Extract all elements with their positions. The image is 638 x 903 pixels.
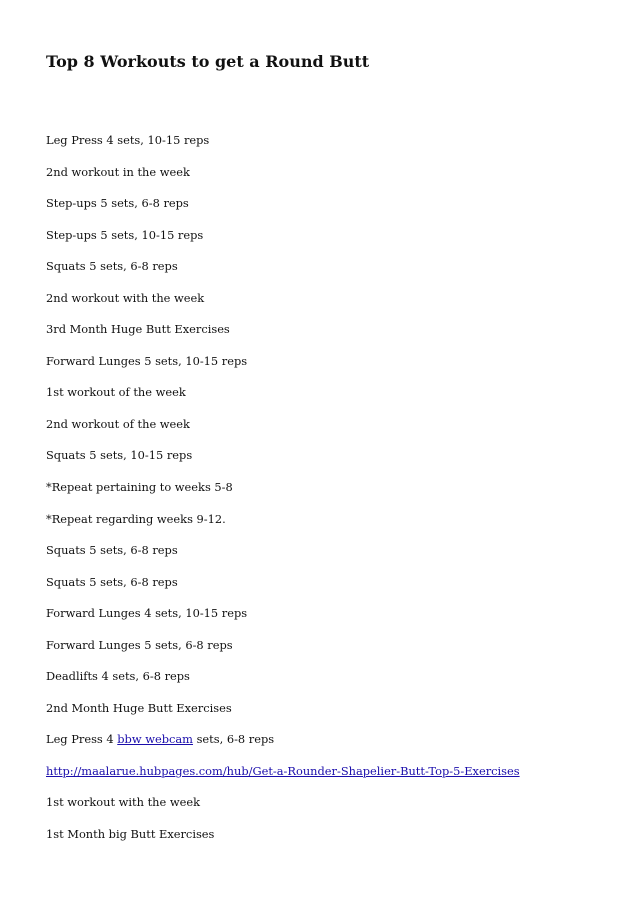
url-list-item [46, 762, 520, 794]
hubpages-url-link[interactable]: http://maalarue.hubpages.com/hub/Get-a-Rounder-Shapelier-Butt-Top-5-Exercises [46, 763, 520, 778]
list-item: Leg Press 4 sets, 10-15 reps [46, 133, 210, 147]
list-item: Squats 5 sets, 10-15 reps [46, 448, 193, 463]
list-item: Forward Lunges 5 sets, 6-8 reps [46, 637, 233, 652]
list-item: 1st workout of the week [46, 385, 186, 400]
list-item: 2nd workout of the week [46, 416, 190, 431]
list-item: 2nd workout in the week [46, 164, 190, 179]
list-item: 2nd Month Huge Butt Exercises [46, 700, 232, 715]
list-item: Squats 5 sets, 6-8 reps [46, 574, 178, 589]
bbw-webcam-link[interactable]: bbw webcam [117, 732, 193, 747]
list-item: Squats 5 sets, 6-8 reps [46, 259, 178, 274]
list-item: Squats 5 sets, 6-8 reps [46, 543, 178, 558]
mixed-line-after: sets, 6-8 reps [192, 732, 275, 747]
list-item: Deadlifts 4 sets, 6-8 reps [46, 669, 190, 684]
list-item: *Repeat regarding weeks 9-12. [46, 511, 226, 526]
list-item: 2nd workout with the week [46, 290, 205, 305]
list-item: 1st workout with the week [46, 795, 200, 810]
document-title: Top 8 Workouts to get a Round Butt [46, 52, 370, 71]
list-item: Step-ups 5 sets, 10-15 reps [46, 227, 204, 242]
list-item: Forward Lunges 5 sets, 10-15 reps [46, 353, 248, 368]
exercise-list [46, 131, 520, 857]
list-item: *Repeat pertaining to weeks 5-8 [46, 480, 233, 495]
list-item: 1st Month big Butt Exercises [46, 827, 215, 842]
mixed-list-item [46, 730, 520, 762]
list-item: 3rd Month Huge Butt Exercises [46, 322, 230, 337]
list-item: Forward Lunges 4 sets, 10-15 reps [46, 606, 248, 621]
list-item: Step-ups 5 sets, 6-8 reps [46, 196, 189, 211]
mixed-line-before: Leg Press 4 [46, 732, 118, 747]
